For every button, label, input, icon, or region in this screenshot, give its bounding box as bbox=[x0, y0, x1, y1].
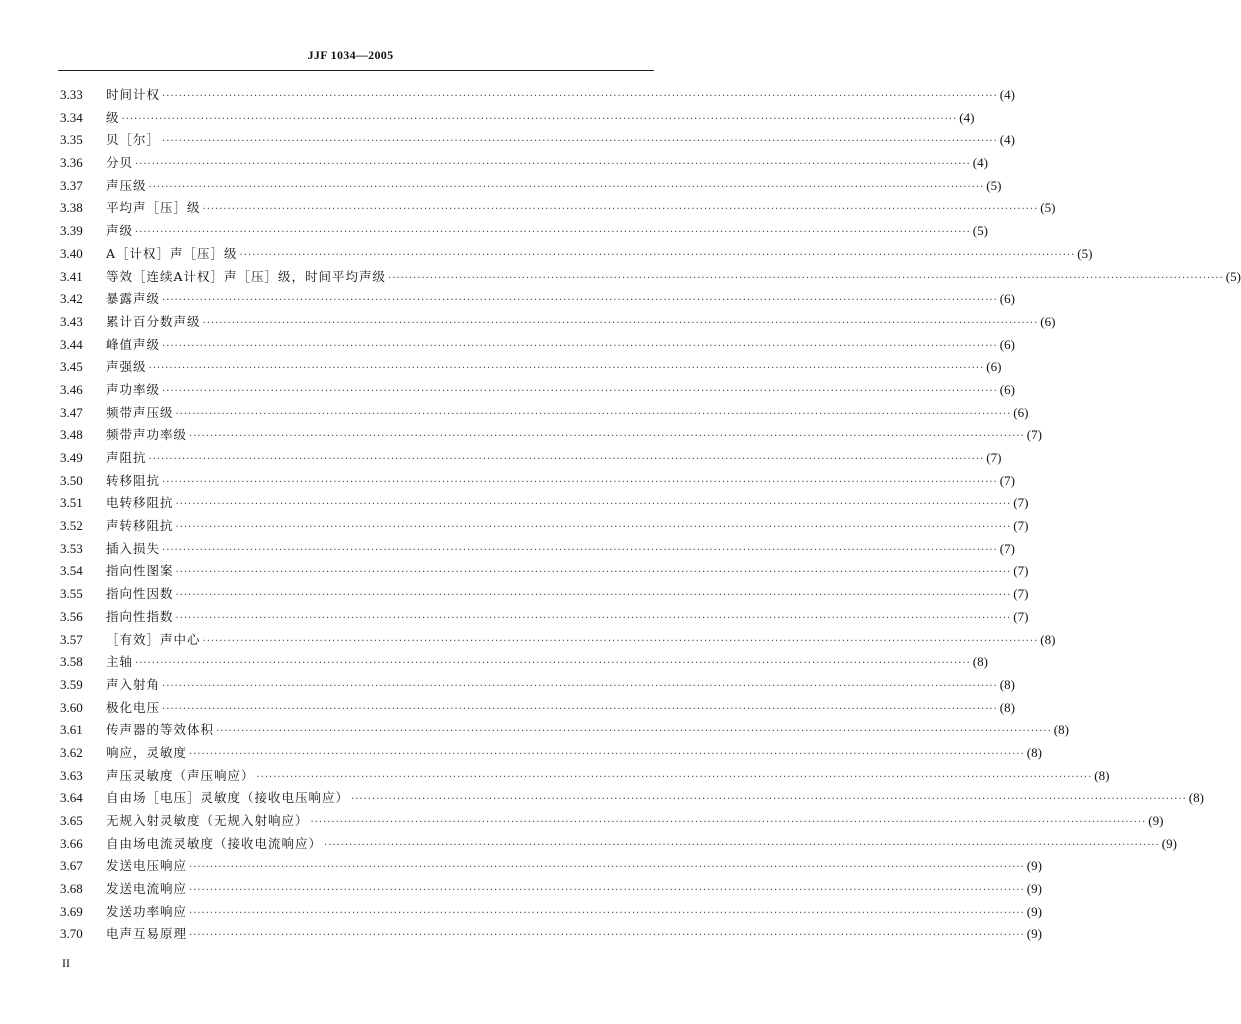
toc-entry-number: 3.42 bbox=[60, 291, 83, 307]
toc-entry bbox=[60, 742, 1042, 765]
toc-leader-dots: ········································································································································································································ bbox=[189, 907, 1025, 919]
toc-entry bbox=[60, 923, 1042, 946]
toc-leader-dots: ········································································································································································································ bbox=[189, 748, 1025, 760]
toc-entry-title: 自由场电流灵敏度（接收电流响应） bbox=[106, 835, 323, 851]
toc-entry bbox=[60, 697, 1015, 720]
toc-entry-title: 声级 bbox=[106, 223, 134, 239]
toc-entry-title: 声压灵敏度（声压响应） bbox=[106, 767, 255, 783]
toc-entry-page: (8) bbox=[1188, 790, 1204, 806]
toc-entry bbox=[60, 197, 1056, 220]
toc-leader-dots: ········································································································································································································ bbox=[189, 885, 1025, 897]
toc-entry-page: (6) bbox=[1013, 404, 1029, 420]
toc-leader-dots: ········································································································································································································ bbox=[135, 159, 971, 171]
toc-leader-dots: ········································································································································································································ bbox=[175, 499, 1012, 511]
toc-entry-title: 极化电压 bbox=[106, 699, 161, 715]
toc-leader-dots: ········································································································································································································ bbox=[148, 363, 985, 375]
toc-entry bbox=[60, 220, 988, 243]
toc-entry bbox=[60, 288, 1015, 311]
toc-leader-dots: ········································································································································································································ bbox=[175, 408, 1012, 420]
toc-entry-page: (7) bbox=[1013, 586, 1029, 602]
toc-entry-number: 3.35 bbox=[60, 132, 83, 148]
toc-leader-dots: ········································································································································································································ bbox=[135, 658, 971, 670]
toc-leader-dots: ········································································································································································································ bbox=[202, 204, 1039, 216]
toc-entry-number: 3.36 bbox=[60, 155, 83, 171]
toc-entry-number: 3.51 bbox=[60, 495, 83, 511]
toc-entry-number: 3.64 bbox=[60, 790, 83, 806]
toc-entry bbox=[60, 243, 1093, 266]
toc-entry-title: 发送电压响应 bbox=[106, 858, 188, 874]
toc-leader-dots: ········································································································································································································ bbox=[162, 295, 998, 307]
toc-entry-number: 3.48 bbox=[60, 427, 83, 443]
toc-entry-number: 3.62 bbox=[60, 744, 83, 760]
toc-entry-number: 3.65 bbox=[60, 813, 83, 828]
toc-entry-number: 3.69 bbox=[60, 903, 83, 919]
toc-entry-title: 平均声［压］级 bbox=[106, 200, 201, 216]
toc-entry-page: (4) bbox=[999, 87, 1015, 102]
toc-leader-dots: ········································································································································································································ bbox=[162, 91, 998, 102]
toc-entry-title: 声压级 bbox=[106, 177, 147, 193]
toc-leader-dots: ········································································································································································································ bbox=[239, 249, 1076, 261]
toc-entry-number: 3.58 bbox=[60, 654, 83, 670]
toc-entry bbox=[60, 84, 1015, 107]
toc-entry-page: (8) bbox=[972, 654, 988, 670]
toc-entry bbox=[60, 470, 1015, 493]
toc-entry-number: 3.38 bbox=[60, 200, 83, 216]
toc-entry-title: 峰值声级 bbox=[106, 336, 161, 352]
toc-leader-dots: ········································································································································································································ bbox=[148, 454, 985, 465]
toc-entry-number: 3.49 bbox=[60, 450, 83, 465]
toc-entry-title: 频带声功率级 bbox=[106, 427, 188, 443]
toc-entry-title: 声转移阻抗 bbox=[106, 518, 174, 534]
toc-entry bbox=[60, 810, 1164, 833]
toc-entry-page: (7) bbox=[999, 540, 1015, 556]
toc-entry bbox=[60, 447, 1002, 470]
toc-entry bbox=[60, 765, 1110, 788]
toc-entry bbox=[60, 402, 1029, 425]
toc-entry-page: (4) bbox=[959, 109, 975, 125]
toc-entry-page: (8) bbox=[1026, 744, 1042, 760]
toc-entry-number: 3.56 bbox=[60, 608, 83, 624]
toc-entry bbox=[60, 515, 1029, 538]
toc-entry-title: 电声互易原理 bbox=[106, 926, 188, 942]
toc-leader-dots: ········································································································································································································ bbox=[388, 272, 1224, 284]
toc-entry bbox=[60, 492, 1029, 515]
toc-entry-number: 3.61 bbox=[60, 722, 83, 738]
toc-entry-title: 声功率级 bbox=[106, 381, 161, 397]
toc-entry-title: 无规入射灵敏度（无规入射响应） bbox=[106, 813, 309, 828]
toc-entry-title: 分贝 bbox=[106, 155, 134, 171]
toc-entry-title: 暴露声级 bbox=[106, 291, 161, 307]
toc-entry-number: 3.50 bbox=[60, 472, 83, 488]
toc-entry-page: (8) bbox=[999, 676, 1015, 692]
toc-leader-dots: ········································································································································································································ bbox=[162, 136, 998, 148]
toc-entry-title: 级 bbox=[106, 109, 120, 125]
toc-entry-number: 3.63 bbox=[60, 767, 83, 783]
toc-entry-number: 3.41 bbox=[60, 268, 83, 284]
toc-entry bbox=[60, 175, 1002, 198]
toc-entry-number: 3.34 bbox=[60, 109, 83, 125]
toc-leader-dots: ········································································································································································································ bbox=[351, 794, 1187, 806]
document-header: JJF 1034—2005 bbox=[307, 48, 394, 62]
toc-entry bbox=[60, 311, 1056, 334]
toc-entry-page: (9) bbox=[1148, 813, 1164, 828]
toc-leader-dots: ········································································································································································································ bbox=[175, 522, 1012, 534]
toc-entry-page: (7) bbox=[1013, 518, 1029, 534]
toc-entry-number: 3.55 bbox=[60, 586, 83, 602]
toc-entry bbox=[60, 629, 1056, 652]
toc-entry bbox=[60, 583, 1029, 606]
toc-entry-page: (9) bbox=[1026, 903, 1042, 919]
toc-entry-page: (4) bbox=[972, 155, 988, 171]
toc-leader-dots: ········································································································································································································ bbox=[162, 703, 998, 715]
toc-entry-page: (7) bbox=[1013, 563, 1029, 579]
toc-entry-page: (5) bbox=[986, 177, 1002, 193]
toc-entry-title: 频带声压级 bbox=[106, 404, 174, 420]
toc-entry-title: 累计百分数声级 bbox=[106, 313, 201, 329]
toc-leader-dots: ········································································································································································································ bbox=[148, 181, 985, 193]
toc-entry-title: 传声器的等效体积 bbox=[106, 722, 215, 738]
toc-entry-title: 指向性因数 bbox=[106, 586, 174, 602]
toc-entry-page: (9) bbox=[1026, 858, 1042, 874]
toc-entry bbox=[60, 833, 1177, 856]
toc-entry-page: (9) bbox=[1161, 835, 1177, 851]
toc-entry-title: 发送电流响应 bbox=[106, 881, 188, 897]
toc-entry-title: 时间计权 bbox=[106, 87, 161, 102]
toc-leader-dots: ········································································································································································································ bbox=[162, 340, 998, 352]
toc-entry bbox=[60, 674, 1015, 697]
toc-entry-page: (9) bbox=[1026, 881, 1042, 897]
toc-leader-dots: ········································································································································································································ bbox=[324, 839, 1160, 851]
toc-entry bbox=[60, 152, 988, 175]
toc-entry-number: 3.46 bbox=[60, 381, 83, 397]
toc-entry-page: (4) bbox=[999, 132, 1015, 148]
toc-leader-dots: ········································································································································································································ bbox=[162, 544, 998, 556]
toc-entry-page: (6) bbox=[999, 381, 1015, 397]
toc-leader-dots: ········································································································································································································ bbox=[175, 567, 1012, 579]
toc-entry-page: (6) bbox=[999, 291, 1015, 307]
toc-leader-dots: ········································································································································································································ bbox=[135, 227, 971, 239]
toc-leader-dots: ········································································································································································································ bbox=[202, 317, 1039, 329]
toc-entry-title: 指向性指数 bbox=[106, 608, 174, 624]
toc-leader-dots: ········································································································································································································ bbox=[175, 590, 1012, 602]
toc-entry-number: 3.45 bbox=[60, 359, 83, 375]
toc-entry bbox=[60, 719, 1069, 742]
toc-entry-number: 3.54 bbox=[60, 563, 83, 579]
toc-entry bbox=[60, 356, 1002, 379]
toc-entry-number: 3.37 bbox=[60, 177, 83, 193]
toc-entry bbox=[60, 266, 1241, 289]
toc-entry-title: 主轴 bbox=[106, 654, 134, 670]
toc-entry-title: 转移阻抗 bbox=[106, 472, 161, 488]
toc-entry-page: (8) bbox=[1094, 767, 1110, 783]
toc-entry-page: (5) bbox=[1040, 200, 1056, 216]
toc-entry-number: 3.70 bbox=[60, 926, 83, 942]
toc-entry-title: 插入损失 bbox=[106, 540, 161, 556]
toc-leader-dots: ········································································································································································································ bbox=[256, 771, 1093, 783]
toc-entry bbox=[60, 787, 1204, 810]
toc-leader-dots: ········································································································································································································ bbox=[162, 476, 998, 488]
toc-entry-page: (8) bbox=[1053, 722, 1069, 738]
toc-entry-number: 3.44 bbox=[60, 336, 83, 352]
toc-entry-number: 3.67 bbox=[60, 858, 83, 874]
table-of-contents bbox=[60, 84, 1241, 946]
toc-entry-page: (5) bbox=[1077, 245, 1093, 261]
toc-entry-title: 等效［连续A计权］声［压］级，时间平均声级 bbox=[106, 268, 387, 284]
toc-entry-number: 3.59 bbox=[60, 676, 83, 692]
toc-entry-page: (8) bbox=[1040, 631, 1056, 647]
toc-entry-number: 3.39 bbox=[60, 223, 83, 239]
header-rule bbox=[58, 70, 654, 71]
toc-entry-title: ［有效］声中心 bbox=[106, 631, 201, 647]
toc-leader-dots: ········································································································································································································ bbox=[189, 930, 1025, 942]
toc-entry-page: (6) bbox=[986, 359, 1002, 375]
toc-entry-page: (8) bbox=[999, 699, 1015, 715]
toc-entry-number: 3.57 bbox=[60, 631, 83, 647]
toc-entry-page: (7) bbox=[1013, 495, 1029, 511]
toc-leader-dots: ········································································································································································································ bbox=[175, 612, 1012, 624]
toc-entry-page: (7) bbox=[1013, 608, 1029, 624]
toc-entry-page: (5) bbox=[972, 223, 988, 239]
toc-leader-dots: ········································································································································································································ bbox=[310, 817, 1147, 828]
toc-entry-number: 3.53 bbox=[60, 540, 83, 556]
toc-entry-number: 3.52 bbox=[60, 518, 83, 534]
toc-entry-number: 3.60 bbox=[60, 699, 83, 715]
toc-entry bbox=[60, 560, 1029, 583]
toc-leader-dots: ········································································································································································································ bbox=[202, 635, 1039, 647]
toc-leader-dots: ········································································································································································································ bbox=[189, 862, 1025, 874]
toc-entry bbox=[60, 901, 1042, 924]
toc-entry bbox=[60, 107, 975, 130]
toc-entry-title: 响应，灵敏度 bbox=[106, 744, 188, 760]
toc-entry bbox=[60, 855, 1042, 878]
page-number: II bbox=[62, 956, 70, 970]
toc-entry-number: 3.68 bbox=[60, 881, 83, 897]
toc-entry-number: 3.47 bbox=[60, 404, 83, 420]
toc-entry-page: (7) bbox=[986, 450, 1002, 465]
toc-leader-dots: ········································································································································································································ bbox=[121, 113, 958, 125]
toc-entry bbox=[60, 129, 1015, 152]
toc-entry-page: (7) bbox=[1026, 427, 1042, 443]
toc-entry-title: 声强级 bbox=[106, 359, 147, 375]
toc-entry-page: (6) bbox=[999, 336, 1015, 352]
toc-entry-page: (6) bbox=[1040, 313, 1056, 329]
toc-entry bbox=[60, 379, 1015, 402]
toc-entry bbox=[60, 424, 1042, 447]
toc-entry bbox=[60, 334, 1015, 357]
toc-entry-title: 声入射角 bbox=[106, 676, 161, 692]
toc-leader-dots: ········································································································································································································ bbox=[162, 680, 998, 692]
toc-entry-title: 发送功率响应 bbox=[106, 903, 188, 919]
toc-entry bbox=[60, 878, 1042, 901]
toc-leader-dots: ········································································································································································································ bbox=[189, 431, 1025, 443]
toc-entry-title: A［计权］声［压］级 bbox=[106, 245, 238, 261]
toc-entry-number: 3.40 bbox=[60, 245, 83, 261]
toc-entry-title: 电转移阻抗 bbox=[106, 495, 174, 511]
toc-entry-title: 声阻抗 bbox=[106, 450, 147, 465]
toc-entry-page: (5) bbox=[1225, 268, 1241, 284]
toc-entry bbox=[60, 651, 988, 674]
toc-entry-number: 3.66 bbox=[60, 835, 83, 851]
toc-entry-title: 指向性图案 bbox=[106, 563, 174, 579]
toc-entry-number: 3.33 bbox=[60, 87, 83, 102]
toc-entry-page: (9) bbox=[1026, 926, 1042, 942]
toc-leader-dots: ········································································································································································································ bbox=[216, 726, 1052, 738]
toc-leader-dots: ········································································································································································································ bbox=[162, 385, 998, 397]
toc-entry-number: 3.43 bbox=[60, 313, 83, 329]
toc-entry bbox=[60, 606, 1029, 629]
toc-entry-page: (7) bbox=[999, 472, 1015, 488]
toc-entry bbox=[60, 538, 1015, 561]
toc-entry-title: 自由场［电压］灵敏度（接收电压响应） bbox=[106, 790, 350, 806]
toc-entry-title: 贝［尔］ bbox=[106, 132, 161, 148]
